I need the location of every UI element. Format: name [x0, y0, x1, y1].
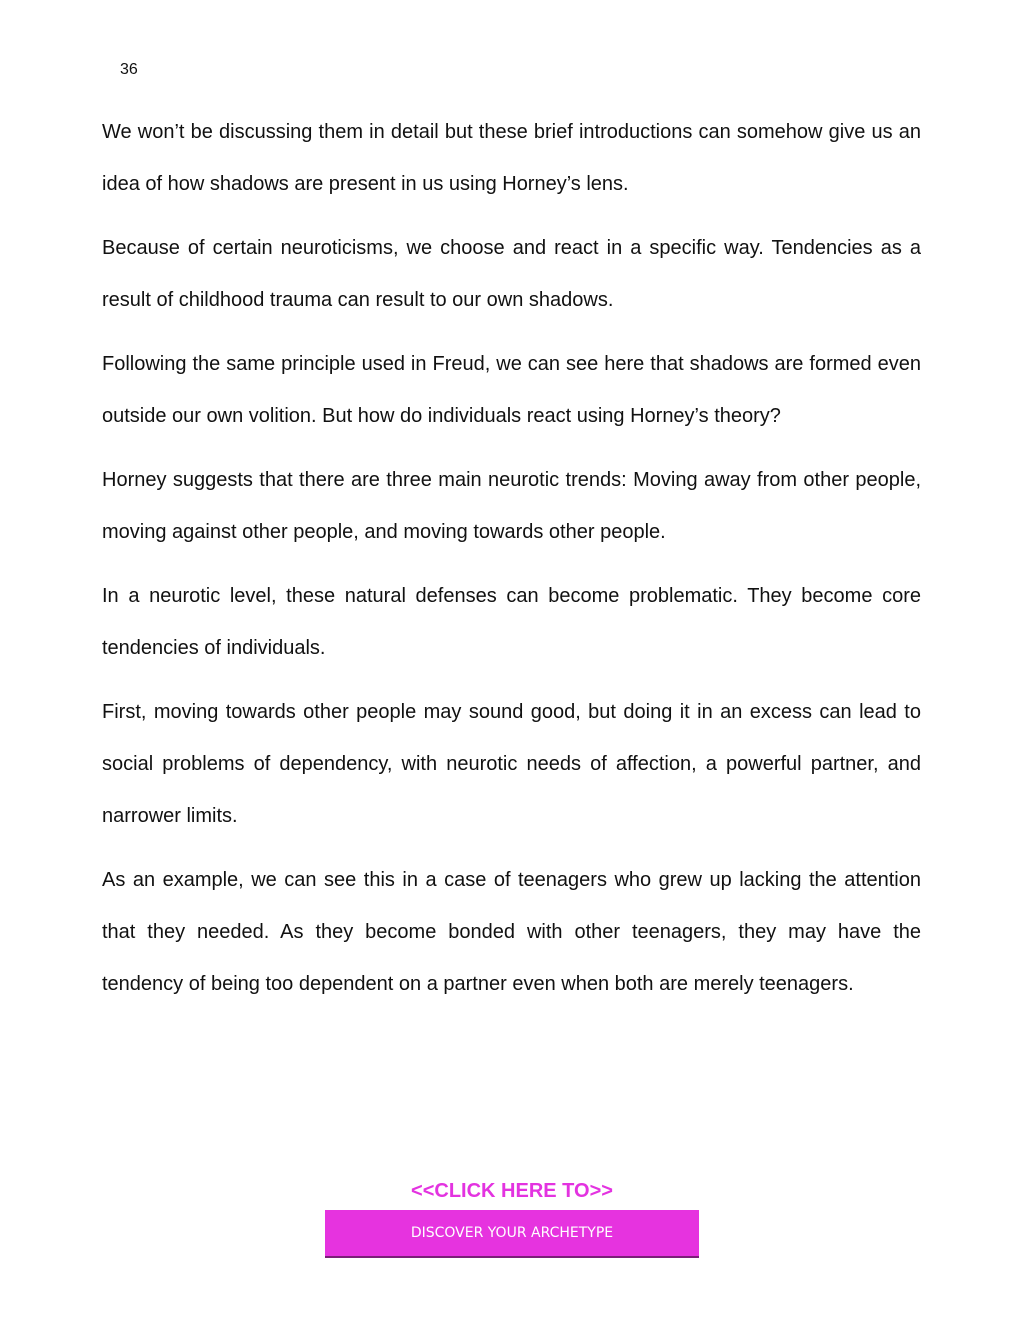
- click-here-link[interactable]: <<CLICK HERE TO>>: [411, 1180, 613, 1202]
- paragraph: Horney suggests that there are three main neurotic trends: Moving away from other people, moving against other people, and moving towards other people.: [102, 469, 921, 543]
- discover-archetype-button-label: DISCOVER YOUR ARCHETYPE: [410, 1225, 614, 1241]
- discover-archetype-button[interactable]: [325, 1210, 699, 1258]
- call-to-action: [0, 1178, 1024, 1204]
- paragraph: In a neurotic level, these natural defenses can become problematic. They become core tendencies of individuals.: [102, 585, 921, 659]
- document-body: [102, 106, 921, 1022]
- paragraph: Because of certain neuroticisms, we choose and react in a specific way. Tendencies as a result of childhood trauma can result to our own shadows.: [102, 237, 921, 311]
- paragraph: We won’t be discussing them in detail but these brief introductions can somehow give us an idea of how shadows are present in us using Horney’s lens.: [102, 121, 921, 195]
- paragraph: Following the same principle used in Freud, we can see here that shadows are formed even outside our own volition. But how do individuals react using Horney’s theory?: [102, 353, 921, 427]
- page-number: 36: [120, 61, 138, 78]
- paragraph: First, moving towards other people may sound good, but doing it in an excess can lead to social problems of dependency, with neurotic needs of affection, a powerful partner, and narrower limits.: [102, 701, 921, 827]
- paragraph: As an example, we can see this in a case of teenagers who grew up lacking the attention that they needed. As they become bonded with other teenagers, they may have the tendency of being too dependent on a partner even when both are merely teenagers.: [102, 869, 921, 995]
